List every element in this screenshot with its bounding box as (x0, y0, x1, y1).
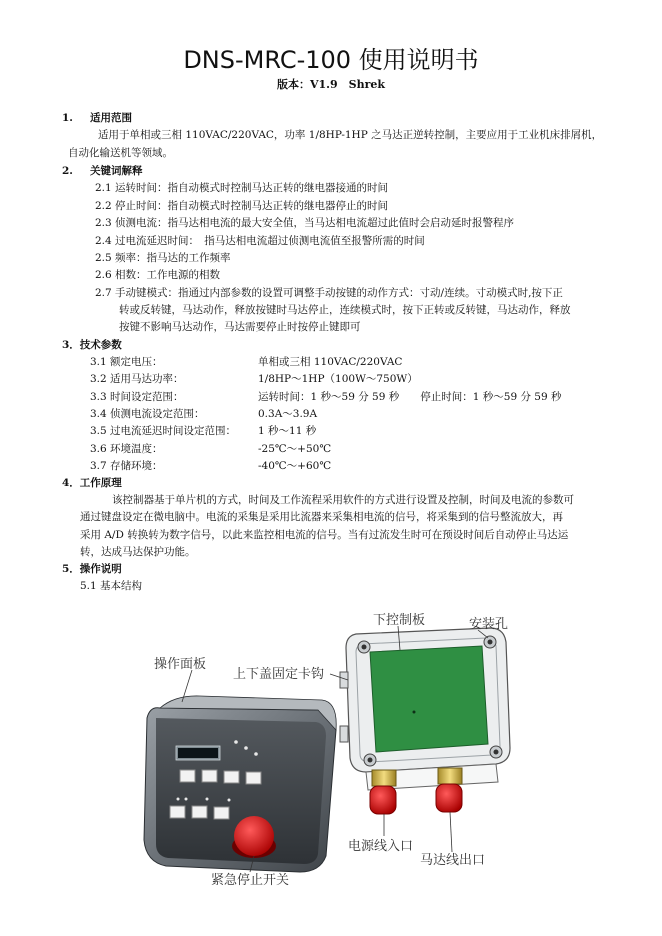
section-3-heading: 3．技术参数 (62, 339, 122, 351)
spec-row-label: 3.2 适用马达功率： (90, 373, 184, 385)
led-indicator-icon (234, 740, 238, 744)
section-5-heading: 5．操作说明 (62, 563, 122, 575)
panel-key (224, 771, 239, 783)
control-board-pcb (370, 646, 488, 752)
page-title: DNS-MRC-100 使用说明书 (183, 46, 479, 74)
panel-key (214, 807, 229, 819)
section-1-number: 1. (62, 112, 73, 124)
led-indicator-icon (254, 752, 258, 756)
spec-row-label: 3.3 时间设定范围： (90, 391, 184, 403)
spec-row-label: 3.5 过电流延迟时间设定范围： (90, 425, 237, 437)
lower-control-board-device (340, 628, 510, 814)
section-2-item: 2.5 频率：指马达的工作频率 (95, 252, 231, 264)
section-2-item-7-line-1: 2.7 手动键模式：指通过内部参数的设置可调整手动按键的动作方式：寸动/连续。寸动模式时,按下正 (95, 287, 563, 299)
mount-hole-icon (488, 640, 493, 645)
basic-structure-figure (0, 600, 662, 900)
section-2-item: 2.6 相数：工作电源的相数 (95, 269, 221, 281)
spec-row-label: 3.1 额定电压： (90, 356, 163, 368)
spec-row-value: 运转时间：1 秒～59 分 59 秒 停止时间：1 秒～59 分 59 秒 (258, 391, 562, 403)
spec-row-value: -40℃～+60℃ (258, 460, 332, 472)
clip-hook-icon (340, 726, 348, 742)
label-operation-panel: 操作面板 (154, 657, 207, 672)
label-emergency-stop: 紧急停止开关 (211, 873, 290, 888)
mount-hole-icon (362, 645, 367, 650)
section-5-subheading: 5.1 基本结构 (80, 580, 143, 592)
panel-key (192, 806, 207, 818)
section-1-paragraph-line-1: 适用于单相或三相 110VAC/220VAC，功率 1/8HP-1HP 之马达正逆转控制，主要应用于工业机床排屑机， (98, 129, 603, 141)
section-2-item: 2.2 停止时间：指自动模式时控制马达正转的继电器停止的时间 (95, 200, 389, 212)
spec-row-label: 3.7 存储环境： (90, 460, 163, 472)
power-cable-gland-icon (370, 786, 396, 814)
panel-key (170, 806, 185, 818)
spec-row-label: 3.6 环境温度： (90, 443, 163, 455)
spec-row-value: 1 秒～11 秒 (258, 425, 317, 437)
spec-row-value: 0.3A～3.9A (258, 408, 318, 420)
led-indicator-icon (244, 746, 248, 750)
mount-hole-icon (494, 750, 499, 755)
operation-panel-device (144, 696, 336, 872)
spec-row-label: 3.4 侦测电流设定范围： (90, 408, 205, 420)
version-line: 版本：V1.9 Shrek (276, 78, 386, 91)
section-1-paragraph-line-2: 自动化输送机等领域。 (68, 147, 173, 159)
spec-row-value: 单相或三相 110VAC/220VAC (258, 356, 403, 368)
label-lower-control-board: 下控制板 (373, 613, 426, 628)
section-2-item-7-line-3: 按键不影响马达动作，马达需要停止时按停止键即可 (119, 321, 361, 333)
label-motor-outlet: 马达线出口 (420, 853, 486, 868)
section-2-item: 2.1 运转时间：指自动模式时控制马达正转的继电器接通的时间 (95, 182, 389, 194)
section-2-number: 2. (62, 165, 73, 177)
mount-hole-icon (368, 758, 373, 763)
spec-row-value: -25℃～+50℃ (258, 443, 332, 455)
section-2-item: 2.3 侦测电流：指马达相电流的最大安全值，当马达相电流超过此值时会启动延时报警程序 (95, 217, 515, 229)
section-4-heading: 4．工作原理 (62, 477, 122, 489)
panel-key (246, 772, 261, 784)
panel-key (202, 770, 217, 782)
spec-row-value: 1/8HP～1HP（100W～750W） (258, 373, 418, 385)
section-4-paragraph-line: 通过键盘设定在微电脑中。电流的采集是采用比流器来采集相电流的信号，将采集到的信号整流放大，再 (80, 511, 563, 523)
section-2-item-7-line-2: 转或反转键，马达动作，释放按键时马达停止，连续模式时，按下正转或反转键，马达动作，释放 (119, 304, 571, 316)
section-2-heading: 关键词解释 (90, 165, 143, 177)
label-mount-hole: 安装孔 (469, 617, 509, 632)
section-2-item: 2.4 过电流延迟时间： 指马达相电流超过侦测电流值至报警所需的时间 (95, 235, 425, 247)
section-4-paragraph-line: 该控制器基于单片机的方式，时间及工作流程采用软件的方式进行设置及控制，时间及电流的参数可 (112, 494, 574, 506)
panel-key (180, 770, 195, 782)
label-power-inlet: 电源线入口 (348, 839, 414, 854)
section-4-paragraph-line: 采用 A/D 转换转为数字信号，以此来监控相电流的信号。当有过流发生时可在预设时间后自动停止马达运 (80, 529, 569, 541)
motor-cable-gland-icon (436, 784, 462, 812)
section-4-paragraph-line: 转，达成马达保护功能。 (80, 546, 196, 558)
label-clip-hook: 上下盖固定卡钩 (233, 667, 325, 682)
section-1-heading: 适用范围 (90, 112, 132, 124)
